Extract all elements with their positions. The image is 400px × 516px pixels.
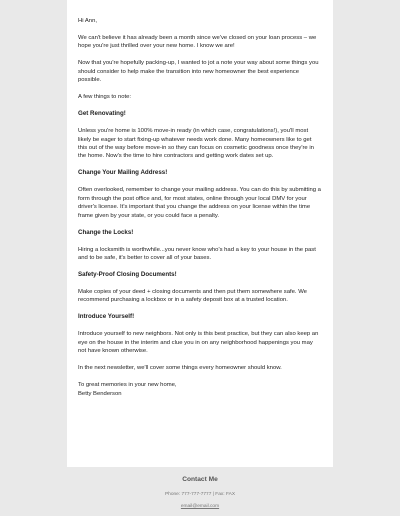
section-heading-renovating: Get Renovating! [78, 110, 126, 118]
notes-lead-in: A few things to note: [78, 94, 132, 101]
section-heading-locks: Change the Locks! [78, 228, 134, 236]
contact-email-link[interactable]: email@email.com [180, 504, 220, 509]
letter-card [67, 0, 333, 467]
section-heading-mailing: Change Your Mailing Address! [78, 169, 168, 177]
signoff: To great memories in your new home, [78, 382, 177, 389]
section-heading-documents: Safety-Proof Closing Documents! [78, 271, 177, 279]
intro-paragraph-2: Now that you're hopefully packing-up, I wanted to jot a note your way about some things you should consider to help make the transition into new homeowner the best experience possible. [78, 60, 319, 84]
contact-footer [67, 467, 333, 516]
section-heading-introduce: Introduce Yourself! [78, 313, 135, 321]
closing-note: In the next newsletter, we'll cover some things every homeowner should know. [78, 365, 282, 372]
section-body-renovating: Unless you're home is 100% move-in ready (in which case, congratulations!), you'll most likely be eager to start fixing-up whatever needs work done. Many homeowners like to get this out of the way before move-in so they can focus on cosmetic goodness once they're in the home. Now's the time to hire contractors and getting work dates set up. [78, 128, 314, 160]
greeting: Hi Ann, [78, 18, 97, 24]
section-body-documents: Make copies of your deed + closing documents and then put them somewhere safe. We recommend purchasing a lockbox or in a safety deposit box at a trusted location. [78, 289, 307, 304]
section-body-locks: Hiring a locksmith is worthwhile...you never know who's had a key to your house in the past and to be safe, it's better to cover all of your bases. [78, 246, 316, 262]
contact-title: Contact Me [182, 476, 218, 483]
section-body-mailing: Often overlooked, remember to change your mailing address. You can do this by submitting a form through the post office and, for most states, online through your local DMV for your driver's license. It's important that you change the address on your license within the time frame given by your state, or you could face a penalty. [78, 187, 321, 219]
signature: Betty Benderson [78, 390, 122, 397]
section-body-introduce: Introduce yourself to new neighbors. Not only is this best practice, but they can also keep an eye on the house in the interim and clue you in on any neighborhood happenings you may not have known otherwise. [78, 331, 319, 355]
intro-paragraph: We can't believe it has already been a month since we've closed on your loan process – we hope you're just thrilled over your new home. I know we are! [78, 35, 317, 50]
contact-phone: Phone: 777-777-7777 | Fax: FAX [164, 492, 236, 497]
